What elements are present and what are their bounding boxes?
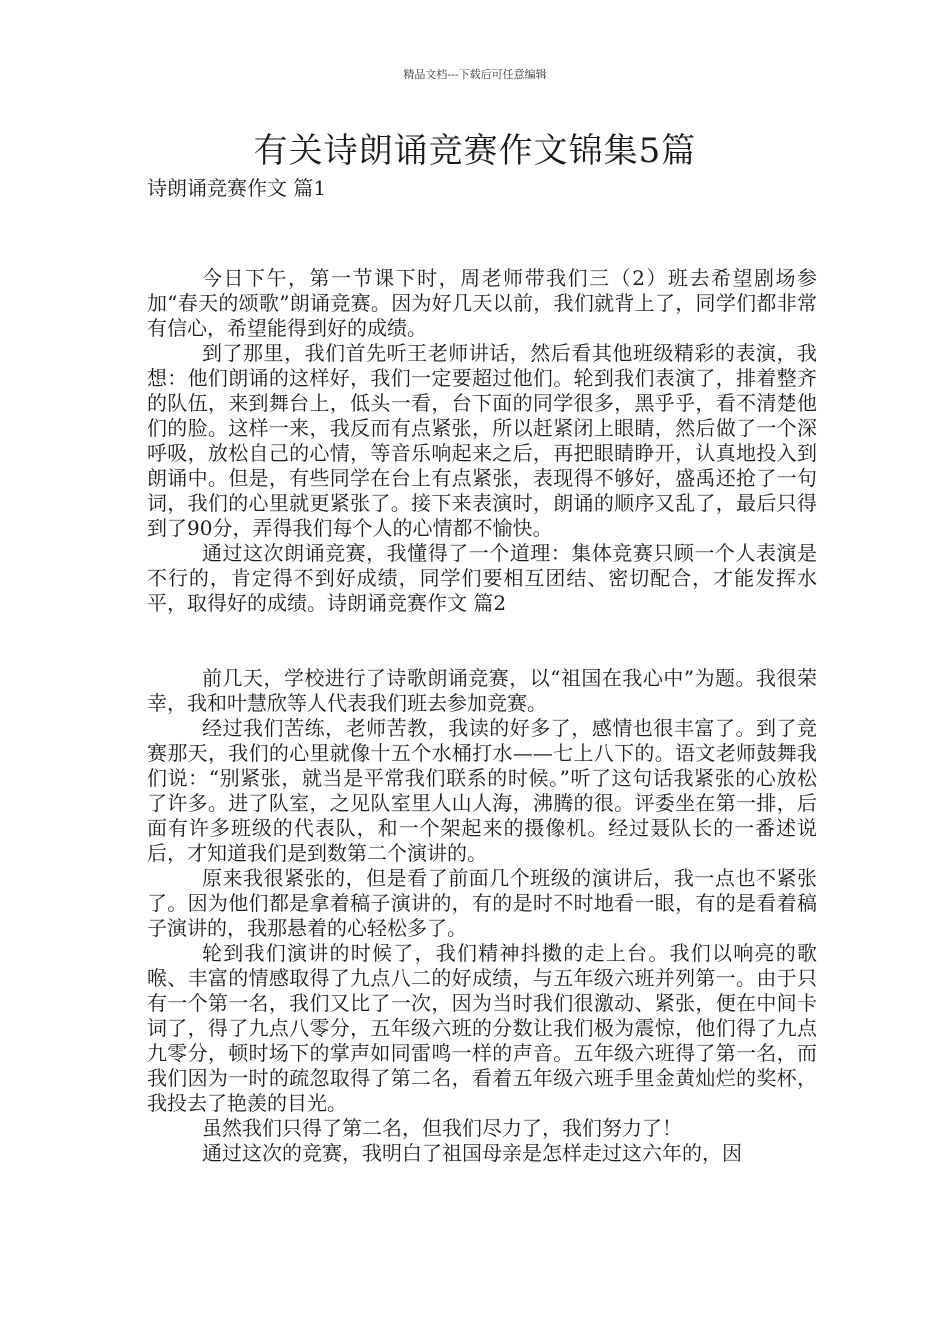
paragraph: 原来我很紧张的，但是看了前面几个班级的演讲后，我一点也不紧张了。因为他们都是拿着稿子演讲的，有的是时不时地看一眼，有的是看着稿子演讲的，我那悬着的心轻松多了。 — [147, 866, 817, 940]
paragraph-text: 通过这次朗诵竞赛，我懂得了一个道理：集体竞赛只顾一个人表演是不行的，肯定得不到好成绩，同学们要相互团结、密切配合，才能发挥水平，取得好的成绩。 — [147, 541, 817, 615]
section-heading-2: 诗朗诵竞赛作文 篇2 — [327, 591, 507, 615]
paragraph: 通过这次的竞赛，我明白了祖国母亲是怎样走过这六年的，因 — [202, 1141, 742, 1165]
document-body — [147, 176, 817, 1166]
spacer — [147, 201, 817, 266]
paragraph: 到了那里，我们首先听王老师讲话，然后看其他班级精彩的表演，我想：他们朗诵的这样好，我们一定要超过他们。轮到我们表演了，排着整齐的队伍，来到舞台上，低头一看，台下面的同学很多，黑乎乎，看不清楚他们的脸。这样一来，我反而有点紧张，所以赶紧闭上眼睛，然后做了一个深呼吸，放松自己的心情，等音乐响起来之后，再把眼睛睁开，认真地投入到朗诵中。但是，有些同学在台上有点紧张，表现得不够好，盛禹还抢了一句词，我们的心里就更紧张了。接下来表演时，朗诵的顺序又乱了，最后只得到了90分，弄得我们每个人的心情都不愉快。 — [147, 341, 817, 540]
paragraph: 前几天，学校进行了诗歌朗诵竞赛，以“祖国在我心中”为题。我很荣幸，我和叶慧欣等人代表我们班去参加竞赛。 — [147, 666, 817, 715]
header-note: 精品文档---下载后可任意编辑 — [403, 68, 547, 81]
paragraph: 经过我们苦练，老师苦教，我读的好多了，感情也很丰富了。到了竞赛那天，我们的心里就像十五个水桶打水——七上八下的。语文老师鼓舞我们说：“别紧张，就当是平常我们联系的时候。”听了这句话我紧张的心放松了许多。进了队室，之见队室里人山人海，沸腾的很。评委坐在第一排，后面有许多班级的代表队，和一个架起来的摄像机。经过聂队长的一番述说后，才知道我们是到数第二个演讲的。 — [147, 716, 817, 865]
paragraph: 今日下午，第一节课下时，周老师带我们三（2）班去希望剧场参加“春天的颂歌”朗诵竞赛。因为好几天以前，我们就背上了，同学们都非常有信心，希望能得到好的成绩。 — [147, 266, 817, 340]
paragraph: 虽然我们只得了第二名，但我们尽力了，我们努力了！ — [202, 1116, 682, 1140]
document-title: 有关诗朗诵竞赛作文锦集5篇 — [253, 131, 697, 171]
paragraph: 轮到我们演讲的时候了，我们精神抖擞的走上台。我们以响亮的歌喉、丰富的情感取得了九点八二的好成绩，与五年级六班并列第一。由于只有一个第一名，我们又比了一次，因为当时我们很激动、紧张，便在中间卡词了，得了九点八零分，五年级六班的分数让我们极为震惊，他们得了九点九零分，顿时场下的掌声如同雷鸣一样的声音。五年级六班得了第一名，而我们因为一时的疏忽取得了第二名，看着五年级六班手里金黄灿烂的奖杯，我投去了艳羡的目光。 — [147, 941, 817, 1115]
section-heading-1: 诗朗诵竞赛作文 篇1 — [147, 176, 327, 200]
paragraph — [147, 541, 817, 616]
spacer — [147, 616, 817, 666]
